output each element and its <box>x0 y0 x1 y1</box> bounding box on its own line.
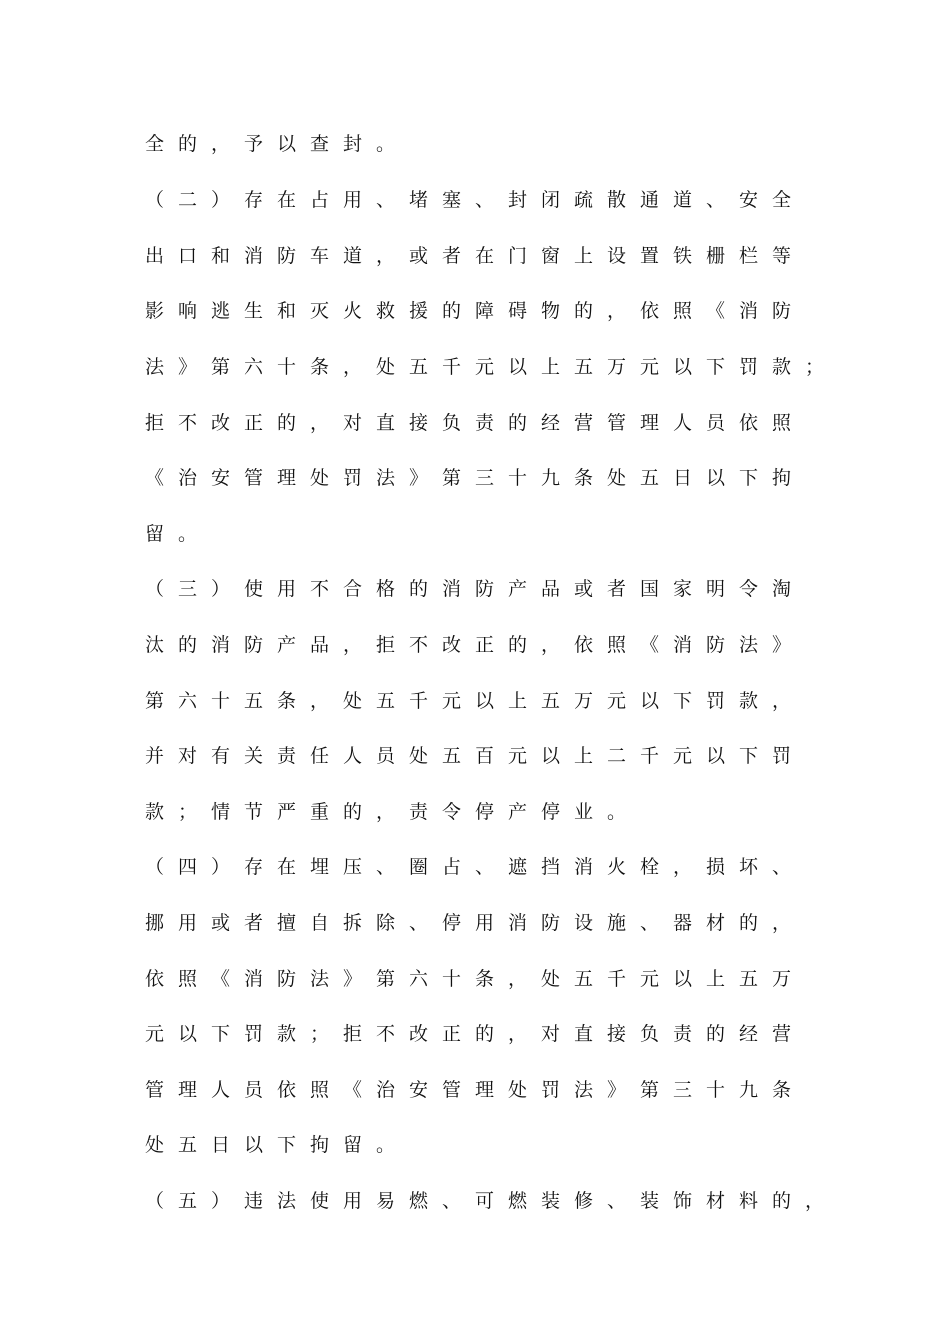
text-line: 第六十五条，处五千元以上五万元以下罚款， <box>145 690 806 712</box>
text-line: 出口和消防车道，或者在门窗上设置铁栅栏等 <box>145 245 806 267</box>
text-line: 汰的消防产品，拒不改正的，依照《消防法》 <box>145 634 806 656</box>
text-line: 管理人员依照《治安管理处罚法》第三十九条 <box>145 1079 806 1101</box>
text-line: 挪用或者擅自拆除、停用消防设施、器材的， <box>145 912 806 934</box>
text-line: （二）存在占用、堵塞、封闭疏散通道、安全 <box>145 189 806 211</box>
text-line: 法》第六十条，处五千元以上五万元以下罚款； <box>145 356 839 378</box>
text-line: 《治安管理处罚法》第三十九条处五日以下拘 <box>145 467 806 489</box>
text-line: 留。 <box>145 523 212 545</box>
text-line: 元以下罚款；拒不改正的，对直接负责的经营 <box>145 1023 806 1045</box>
text-line: 处五日以下拘留。 <box>145 1134 410 1156</box>
text-line: （五）违法使用易燃、可燃装修、装饰材料的， <box>145 1190 839 1212</box>
text-line: 影响逃生和灭火救援的障碍物的，依照《消防 <box>145 300 806 322</box>
text-line: 并对有关责任人员处五百元以上二千元以下罚 <box>145 745 806 767</box>
text-line: 款；情节严重的，责令停产停业。 <box>145 801 641 823</box>
text-line: 全的，予以查封。 <box>145 133 410 155</box>
text-line: 拒不改正的，对直接负责的经营管理人员依照 <box>145 412 806 434</box>
text-line: （三）使用不合格的消防产品或者国家明令淘 <box>145 578 806 600</box>
text-line: （四）存在埋压、圈占、遮挡消火栓，损坏、 <box>145 856 806 878</box>
text-line: 依照《消防法》第六十条，处五千元以上五万 <box>145 968 806 990</box>
